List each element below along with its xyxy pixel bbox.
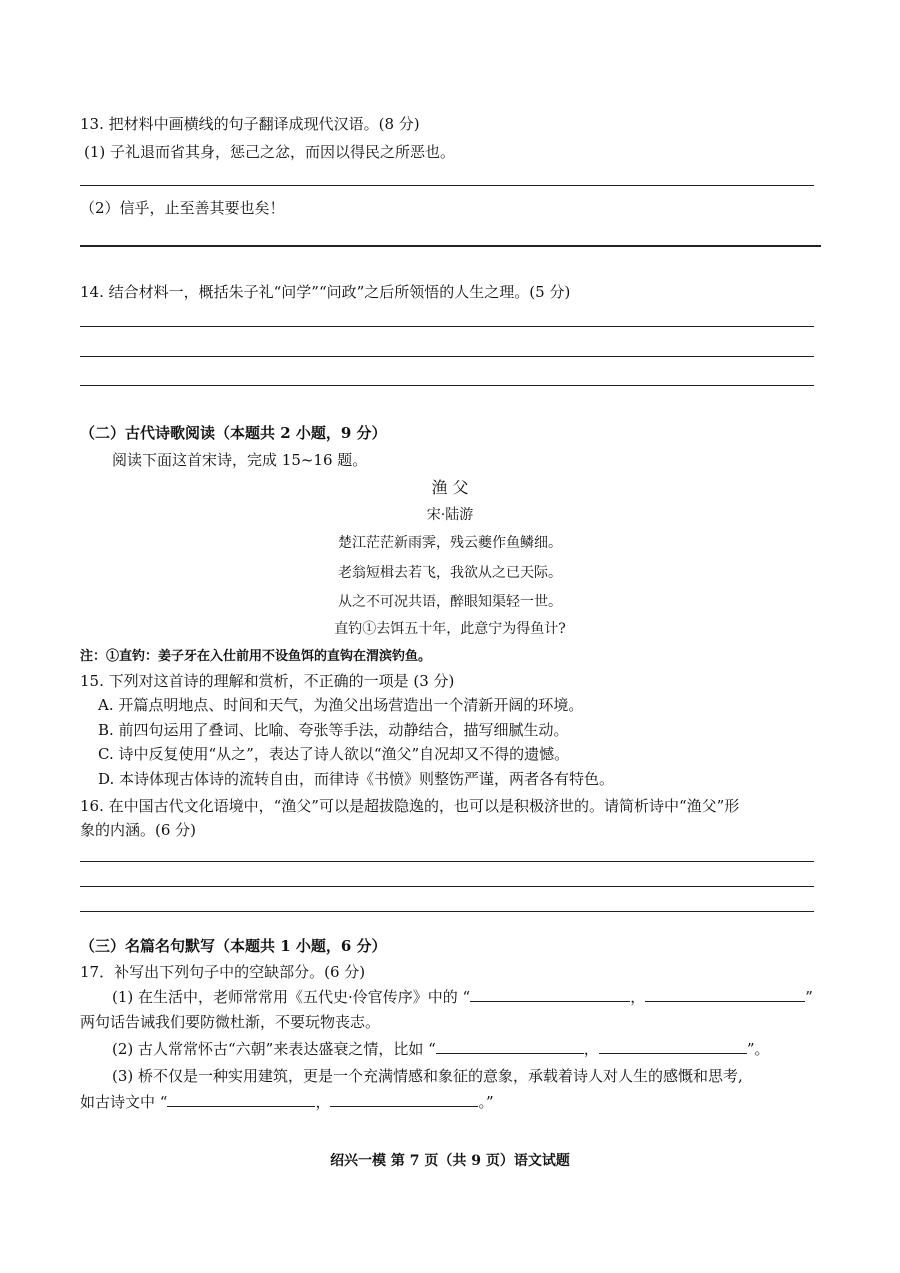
- q16-text: 16. 在中国古代文化语境中，“渔父”可以是超拔隐逸的，也可以是积极济世的。请简析诗中“渔父”形: [80, 797, 740, 815]
- q17-sentence-1: (1) 在生活中，老师常常用《五代史·伶官传序》中的 “ ， ”: [112, 988, 813, 1006]
- q15-option: A. 开篇点明地点、时间和天气，为渔父出场营造出一个清新开阔的环境。: [98, 696, 584, 714]
- answer-line: [80, 886, 814, 887]
- poem-line: 楚江茫茫新雨霁，残云夔作鱼鳞细。: [338, 535, 562, 551]
- q17-sentence-3-cont: 如古诗文中 “ ， 。”: [80, 1093, 494, 1111]
- fill-blank-input[interactable]: [330, 1092, 478, 1107]
- answer-line: [80, 185, 814, 186]
- poem-line: 直钓①去饵五十年，此意宁为得鱼计?: [334, 621, 566, 637]
- fill-blank-input[interactable]: [167, 1092, 315, 1107]
- q15-option: C. 诗中反复使用“从之”，表达了诗人欲以“渔父”自况却又不得的遗憾。: [98, 745, 570, 763]
- section-3-heading: （三）名篇名句默写（本题共 1 小题，6 分）: [80, 937, 387, 955]
- section-2-heading: （二）古代诗歌阅读（本题共 2 小题，9 分）: [80, 424, 387, 442]
- q13-item-1: (1) 子礼退而省其身，惩己之忿，而因以得民之所恶也。: [84, 143, 456, 161]
- q15-option: D. 本诗体现古体诗的流转自由，而律诗《书愤》则整饬严谨，两者各有特色。: [98, 770, 615, 788]
- answer-line: [80, 911, 814, 912]
- poem-author: 宋·陆游: [426, 507, 474, 523]
- fill-blank-input[interactable]: [436, 1039, 584, 1054]
- poem-note: 注：①直钓：姜子牙在入仕前用不设鱼饵的直钩在渭滨钓鱼。: [80, 649, 432, 664]
- fill-blank-input[interactable]: [599, 1039, 747, 1054]
- fill-blank-input[interactable]: [470, 987, 630, 1002]
- q17-sentence-3: (3) 桥不仅是一种实用建筑，更是一个充满情感和象征的意象，承载着诗人对人生的感慨和思考,: [112, 1067, 743, 1085]
- q17-title: 17．补写出下列句子中的空缺部分。(6 分): [80, 963, 366, 981]
- q15-title: 15. 下列对这首诗的理解和赏析，不正确的一项是 (3 分): [80, 672, 455, 690]
- q13-item-2: （2）信乎，止至善其要也矣！: [80, 199, 285, 217]
- q14-title: 14. 结合材料一，概括朱子礼“问学”“问政”之后所领悟的人生之理。(5 分): [80, 283, 571, 301]
- answer-line: [80, 385, 814, 386]
- answer-line: [80, 861, 814, 862]
- q17-sentence-1-cont: 两句话告诫我们要防微杜渐，不要玩物丧志。: [80, 1013, 381, 1031]
- answer-line: [80, 356, 814, 357]
- section-2-intro: 阅读下面这首宋诗，完成 15~16 题。: [112, 451, 368, 469]
- q17-sentence-2: (2) 古人常常怀古“六朝”来表达盛衰之情，比如 “ ， ”。: [112, 1040, 770, 1058]
- poem-line: 老翁短楫去若飞，我欲从之已天际。: [338, 565, 562, 581]
- poem-title: 渔 父: [431, 478, 469, 497]
- q16-text: 象的内涵。(6 分): [80, 821, 197, 839]
- page-footer: 绍兴一模 第 7 页（共 9 页）语文试题: [330, 1153, 570, 1169]
- answer-line: [80, 326, 814, 327]
- poem-line: 从之不可况共语，醉眼知渠轻一世。: [338, 594, 562, 610]
- q13-title: 13. 把材料中画横线的句子翻译成现代汉语。(8 分): [80, 115, 420, 133]
- answer-line: [80, 245, 821, 247]
- q15-option: B. 前四句运用了叠词、比喻、夸张等手法，动静结合，描写细腻生动。: [98, 721, 569, 739]
- fill-blank-input[interactable]: [645, 987, 805, 1002]
